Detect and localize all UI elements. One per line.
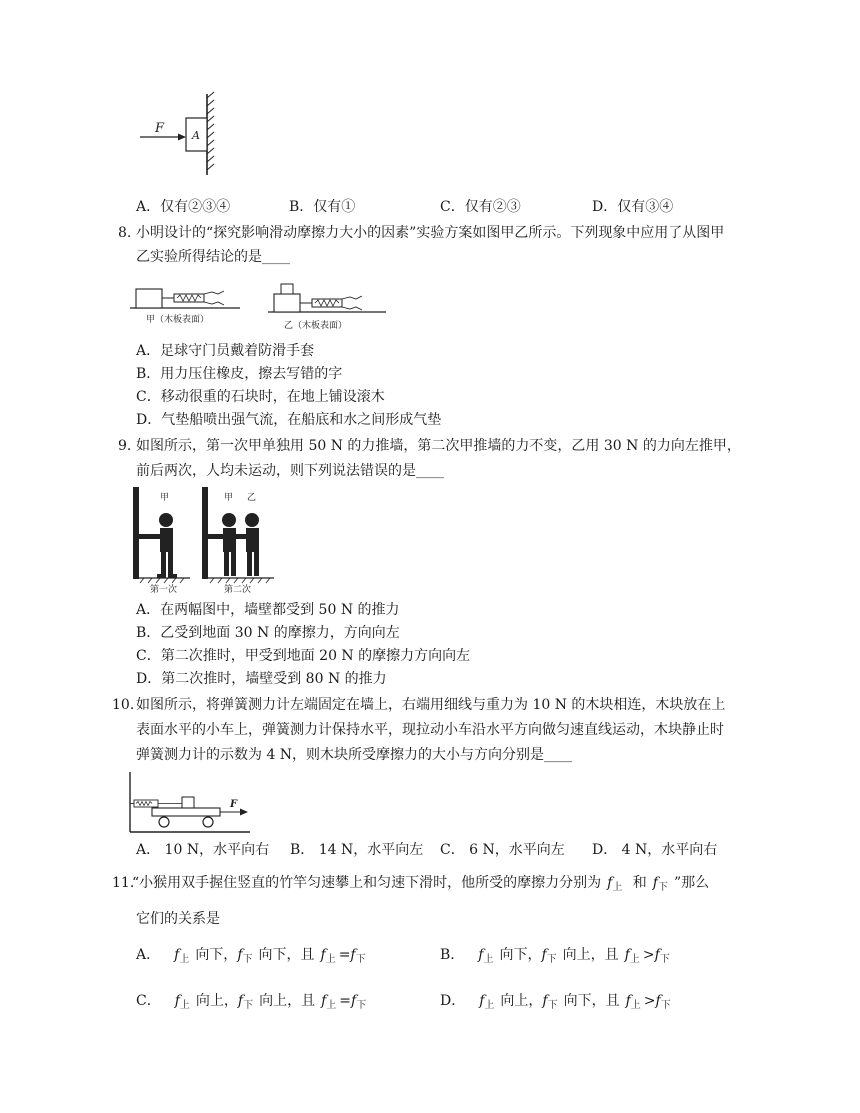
q8-option-d: D．气垫船喷出强气流，在船底和水之间形成气垫: [136, 412, 442, 428]
fig-label-jia: 甲（木板表面）: [146, 315, 210, 325]
q11-stem-text: “小猴用双手握住竖直的竹竿匀速攀上和匀速下滑时，他所受的摩擦力分别为: [132, 875, 602, 891]
figure-q9-pushing-wall: [128, 484, 278, 596]
q10-option-a: A． 10 N，水平向右: [136, 842, 270, 858]
q11-stem-line1: “小猴用双手握住竖直的竹竿匀速攀上和匀速下滑时，他所受的摩擦力分别为 $f_上$ 和 $f_下$ ”那么: [132, 875, 710, 893]
person-jia-label-1: 甲: [160, 493, 170, 503]
q11-option-d: D． $f_上$ 向上，$f_下$ 向下，且 $f_上 >f_下$: [440, 993, 671, 1011]
q10-stem-line1: 如图所示，将弹簧测力计左端固定在墙上，右端用细线与重力为 10 N 的木块相连，木块放在上: [136, 697, 726, 713]
caption-first: 第一次: [150, 585, 178, 595]
q10-number: 10.: [112, 697, 135, 713]
q8-option-b: B．用力压住橡皮，擦去写错的字: [136, 366, 343, 382]
q10-stem-line3: 弹簧测力计的示数为 4 N，则木块所受摩擦力的大小与方向分别是____: [136, 747, 573, 763]
person-jia-label-2: 甲: [224, 493, 234, 503]
q9-stem-line1: 如图所示，第一次甲单独用 50 N 的力推墙，第二次甲推墙的力不变，乙用 30 N 的力向左推甲，: [136, 438, 741, 454]
person-yi-label: 乙: [247, 493, 257, 503]
q10-option-d: D． 4 N，水平向右: [592, 842, 718, 858]
q8-number: 8.: [118, 225, 132, 241]
q9-option-a: A．在两幅图中，墙壁都受到 50 N 的推力: [136, 602, 400, 618]
q7-option-c: C．仅有②③: [440, 199, 521, 215]
q11-option-b: B． $f_上$ 向下，$f_下$ 向上，且 $f_上 >f_下$: [440, 947, 670, 965]
q7-option-b: B．仅有①: [289, 199, 356, 215]
q8-stem-line1: 小明设计的“探究影响滑动摩擦力大小的因素”实验方案如图甲乙所示。下列现象中应用了从图甲: [136, 225, 725, 241]
fig-label-yi: 乙（木板表面）: [284, 321, 348, 331]
q9-option-d: D．第二次推时，墙壁受到 80 N 的推力: [136, 671, 387, 687]
q10-option-b: B． 14 N，水平向左: [290, 842, 424, 858]
q9-stem-line2: 前后两次，人均未运动，则下列说法错误的是____: [136, 463, 444, 479]
q9-option-c: C．第二次推时，甲受到地面 20 N 的摩擦力方向向左: [136, 648, 471, 664]
q10-stem-line2: 表面水平的小车上，弹簧测力计保持水平，现拉动小车沿水平方向做匀速直线运动，木块静止时: [136, 722, 724, 738]
q9-option-b: B．乙受到地面 30 N 的摩擦力，方向向左: [136, 625, 400, 641]
block-label: A: [192, 129, 200, 142]
q8-stem-line2: 乙实验所得结论的是____: [136, 249, 290, 265]
q8-option-c: C．移动很重的石块时，在地上铺设滚木: [136, 389, 385, 405]
q7-option-d: D．仅有③④: [592, 199, 674, 215]
q7-option-a: A．仅有②③④: [136, 199, 231, 215]
figure-q10-cart-spring: [126, 770, 256, 836]
q8-option-a: A．足球守门员戴着防滑手套: [136, 343, 315, 359]
figure-q8-friction-experiment: [128, 280, 390, 336]
force-label: F: [155, 121, 165, 136]
caption-second: 第二次: [224, 585, 252, 595]
figure-q7-wall-block: [130, 92, 230, 177]
q11-stem-line2: 它们的关系是: [136, 911, 220, 927]
q11-option-c: C． $f_上$ 向上，$f_下$ 向上，且 $f_上 =f_下$: [136, 993, 367, 1011]
force-label-q10: F: [230, 799, 238, 810]
q9-number: 9.: [118, 438, 132, 454]
q10-option-c: C． 6 N，水平向左: [440, 842, 565, 858]
q11-option-a: A． $f_上$ 向下，$f_下$ 向下，且 $f_上 =f_下$: [136, 947, 366, 965]
q11-number: 11.: [112, 875, 135, 891]
